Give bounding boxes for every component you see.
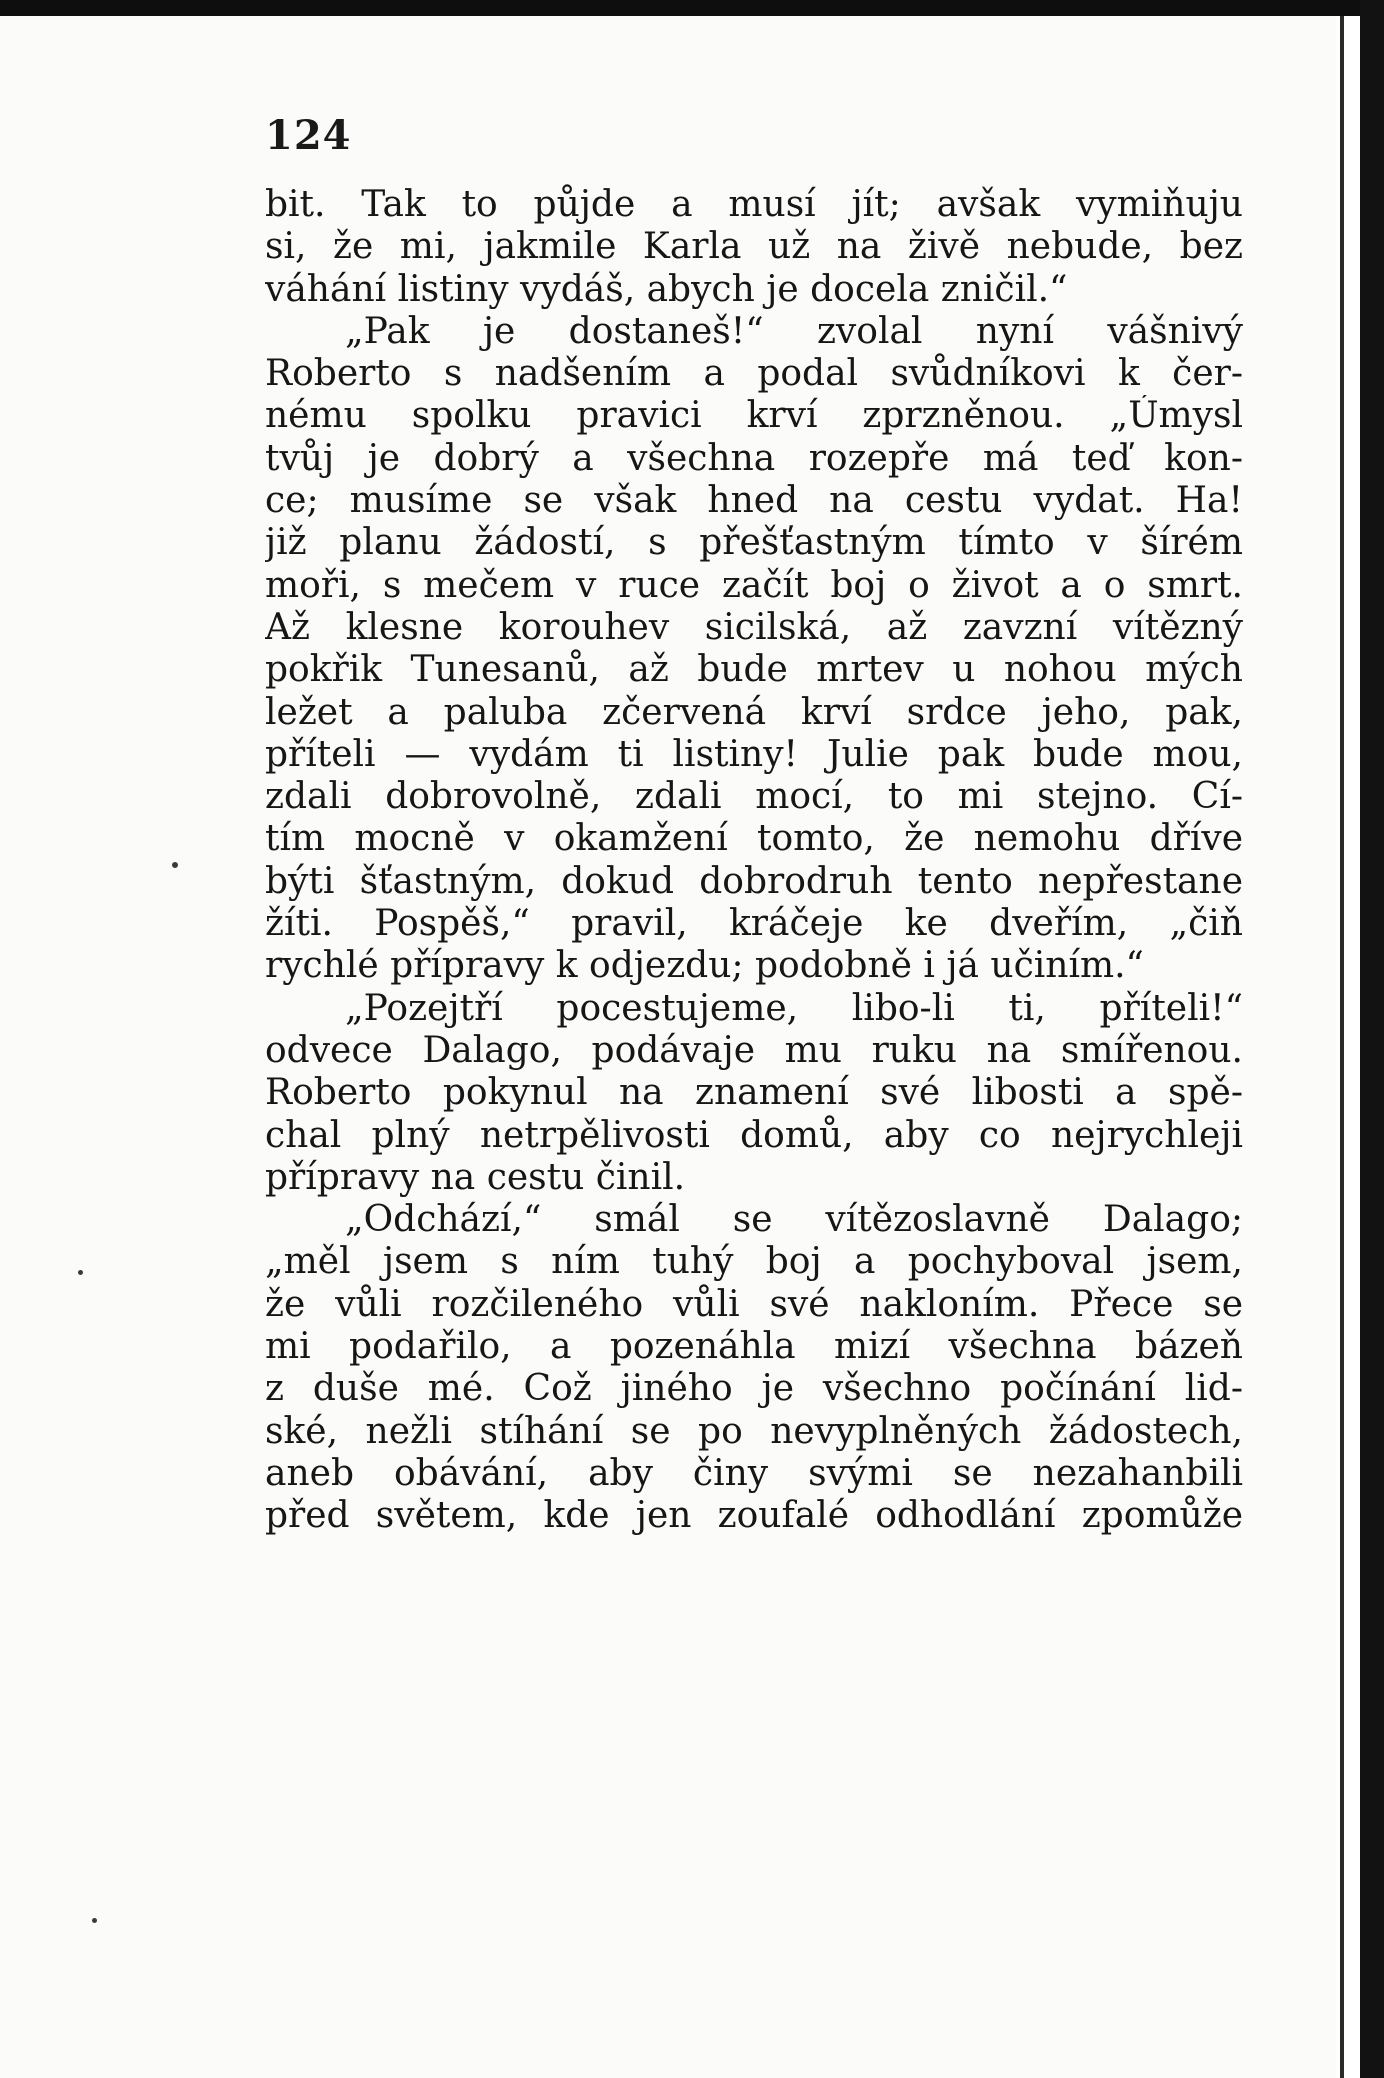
- text-line: moři, s mečem v ruce začít boj o život a o smrt.: [265, 564, 1243, 606]
- scan-speck: [92, 1918, 97, 1923]
- text-line: váhání listiny vydáš, abych je docela zničil.“: [265, 268, 1068, 310]
- text-line: ské, nežli stíhání se po nevyplněných žádostech,: [265, 1410, 1243, 1452]
- text-line: že vůli rozčileného vůli své nakloním. Přece se: [265, 1283, 1243, 1325]
- text-line: „Odchází,“ smál se vítězoslavně Dalago;: [345, 1199, 1243, 1241]
- text-line: z duše mé. Což jiného je všechno počínání lid-: [265, 1368, 1243, 1410]
- text-line: již planu žádostí, s přešťastným tímto v šírém: [265, 522, 1243, 564]
- scan-speck: [78, 1270, 83, 1275]
- page-text: [265, 184, 1243, 1538]
- scan-border-right: [1360, 0, 1384, 2078]
- text-line: mi podařilo, a pozenáhla mizí všechna bázeň: [265, 1326, 1243, 1368]
- text-line: Roberto pokynul na znamení své libosti a spě-: [265, 1072, 1243, 1114]
- text-line: ce; musíme se však hned na cestu vydat. Ha!: [265, 480, 1243, 522]
- text-line: bit. Tak to půjde a musí jít; avšak vymiňuju: [265, 184, 1243, 225]
- page-edge-line: [1340, 16, 1344, 2078]
- text-line: aneb obávání, aby činy svými se nezahanbili: [265, 1452, 1243, 1494]
- text-line: nému spolku pravici krví zprzněnou. „Úmysl: [265, 395, 1243, 437]
- page-number: 124: [265, 112, 352, 159]
- text-line: „Pak je dostaneš!“ zvolal nyní vášnivý: [345, 310, 1243, 352]
- text-line: zdali dobrovolně, zdali mocí, to mi stejno. Cí-: [265, 776, 1243, 818]
- text-line: si, že mi, jakmile Karla už na živě nebude, bez: [265, 226, 1243, 268]
- text-line: ležet a paluba zčervená krví srdce jeho, pak,: [265, 691, 1243, 733]
- text-line: Až klesne korouhev sicilská, až zavzní vítězný: [265, 606, 1243, 648]
- text-line: přípravy na cestu činil.: [265, 1156, 686, 1198]
- text-line: příteli — vydám ti listiny! Julie pak bude mou,: [265, 733, 1243, 775]
- text-line: tím mocně v okamžení tomto, že nemohu dříve: [265, 818, 1243, 860]
- text-line: chal plný netrpělivosti domů, aby co nejrychleji: [265, 1114, 1243, 1156]
- text-line: rychlé přípravy k odjezdu; podobně i já učiním.“: [265, 945, 1144, 987]
- text-line: pokřik Tunesanů, až bude mrtev u nohou mých: [265, 649, 1243, 691]
- scan-border-top: [0, 0, 1384, 16]
- text-line: Roberto s nadšením a podal svůdníkovi k čer-: [265, 353, 1243, 395]
- text-line: žíti. Pospěš,“ pravil, kráčeje ke dveřím, „čiň: [265, 903, 1243, 945]
- text-line: tvůj je dobrý a všechna rozepře má teď kon-: [265, 437, 1243, 479]
- text-line: býti šťastným, dokud dobrodruh tento nepřestane: [265, 860, 1243, 902]
- text-line: odvece Dalago, podávaje mu ruku na smířenou.: [265, 1029, 1243, 1071]
- scan-speck: [172, 862, 178, 868]
- text-line: „Pozejtří pocestujeme, libo-li ti, příteli!“: [345, 987, 1243, 1029]
- text-line: před světem, kde jen zoufalé odhodlání zpomůže: [265, 1495, 1243, 1537]
- text-line: „měl jsem s ním tuhý boj a pochyboval jsem,: [265, 1241, 1243, 1283]
